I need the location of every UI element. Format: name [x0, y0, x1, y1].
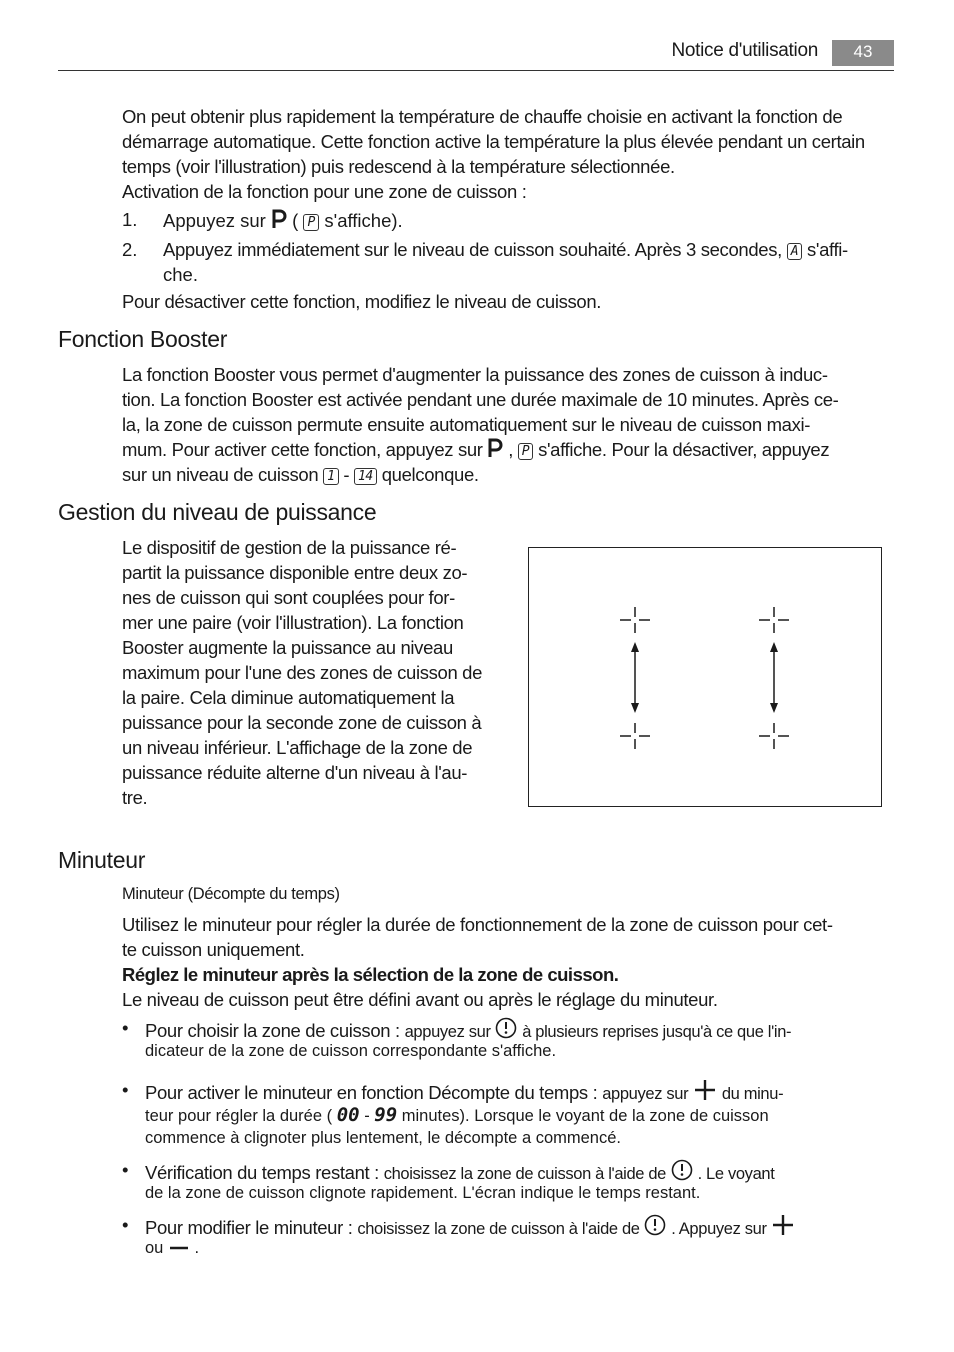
zone-bottom-right-crosshair-icon	[759, 723, 789, 749]
zone-pairing-svg	[529, 548, 881, 806]
power-heading: Gestion du niveau de puissance	[58, 499, 377, 525]
page-header	[58, 40, 894, 71]
plus-icon	[693, 1079, 717, 1101]
right-double-arrow-icon	[770, 642, 778, 713]
timer-clock-icon	[495, 1017, 517, 1039]
step-number: 2.	[122, 239, 138, 260]
p-button-icon	[487, 438, 503, 458]
zone-top-left-crosshair-icon	[620, 607, 650, 633]
timer-subheading: Minuteur (Décompte du temps)	[122, 885, 340, 903]
timer-min-display: 00	[336, 1104, 360, 1126]
left-double-arrow-icon	[631, 642, 639, 713]
p-key-display: P	[518, 443, 533, 460]
deactivate-text: Pour désactiver cette fonction, modifiez le niveau de cuisson.	[122, 291, 602, 312]
p-key-display: P	[303, 214, 319, 231]
timer-bold-note: Réglez le minuteur après la sélection de la zone de cuisson.	[122, 964, 619, 985]
timer-max-display: 99	[374, 1104, 398, 1126]
a-key-display: A	[787, 243, 802, 260]
power-paragraph: Le dispositif de gestion de la puissance ré- partit la puissance disponible entre deux zo- nes de cuisson qui sont couplées pour for- mer une paire (voir l'illustration). La fonction Booster augmente la puissance au niveau maximum pour l'une des zones de cuisson de la paire. Cela diminue automatiquement la puissance pour la seconde zone de cuisson à un niveau inférieur. L'affichage de la zone de puissance réduite alterne d'un niveau à l'au- tre.	[122, 537, 483, 808]
step-number: 1.	[122, 209, 138, 230]
level-min-display: 1	[323, 468, 338, 485]
document-title: Notice d'utilisation	[671, 40, 818, 61]
timer-bullet-1: • Pour choisir la zone de cuisson : appuyez sur à plusieurs reprises jusqu'à ce que l'in- dicateur de la zone de cuisson correspondante s'affiche.	[122, 1017, 792, 1060]
timer-bullet-2: • Pour activer le minuteur en fonction Décompte du temps : appuyez sur du minu- teur pour régler la durée ( 00 - 99 minutes). Lorsque le voyant de la zone de cuisson commence à clignoter plus lentement, le décompte a commencé.	[122, 1079, 784, 1147]
plus-icon	[771, 1214, 795, 1236]
step-2: 2. Appuyez immédiatement sur le niveau de cuisson souhaité. Après 3 secondes, A s'affi- che.	[122, 239, 848, 285]
timer-bullet-3: • Vérification du temps restant : choisissez la zone de cuisson à l'aide de . Le voyant de la zone de cuisson clignote rapidement. L'écran indique le temps restant.	[122, 1159, 775, 1202]
timer-intro: Utilisez le minuteur pour régler la durée de fonctionnement de la zone de cuisson pour cet- te cuisson uniquement. Réglez le minuteur après la sélection de la zone de cuisson. Le niveau de cuisson peut être défini avant ou après le réglage du minuteur.	[122, 912, 894, 1012]
intro-paragraph: On peut obtenir plus rapidement la température de chauffe choisie en activant la fonction de démarrage automatique. Cette fonction active la température la plus élevée pendant un certain temps (voir l'illustration) puis redescend à la température sélectionnée.	[122, 106, 865, 177]
step-1: 1. Appuyez sur ( P s'affiche).	[122, 209, 403, 231]
activation-text: Activation de la fonction pour une zone de cuisson :	[122, 181, 527, 202]
timer-clock-icon	[671, 1159, 693, 1181]
zone-bottom-left-crosshair-icon	[620, 723, 650, 749]
timer-clock-icon	[644, 1214, 666, 1236]
minus-icon	[168, 1241, 190, 1255]
zone-pairing-diagram	[528, 547, 882, 807]
booster-paragraph: La fonction Booster vous permet d'augmenter la puissance des zones de cuisson à induc- tion. La fonction Booster est activée pendant une durée maximale de 10 minutes. Après ce- la, la zone de cuisson permute ensuite automatiquement sur le niveau de cuisson maxi- mum. Pour activer cette fonction, appuyez sur , P s'affiche. Pour la désactiver, appuyez sur un niveau de cuisson 1 - 14 quelconque.	[122, 364, 839, 485]
timer-bullet-4: • Pour modifier le minuteur : choisissez la zone de cuisson à l'aide de . Appuyez sur ou .	[122, 1214, 894, 1236]
zone-top-right-crosshair-icon	[759, 607, 789, 633]
level-max-display: 14	[354, 468, 377, 485]
timer-heading: Minuteur	[58, 847, 146, 873]
page-number: 43	[832, 40, 894, 66]
booster-heading: Fonction Booster	[58, 326, 228, 352]
p-button-icon	[271, 209, 287, 229]
